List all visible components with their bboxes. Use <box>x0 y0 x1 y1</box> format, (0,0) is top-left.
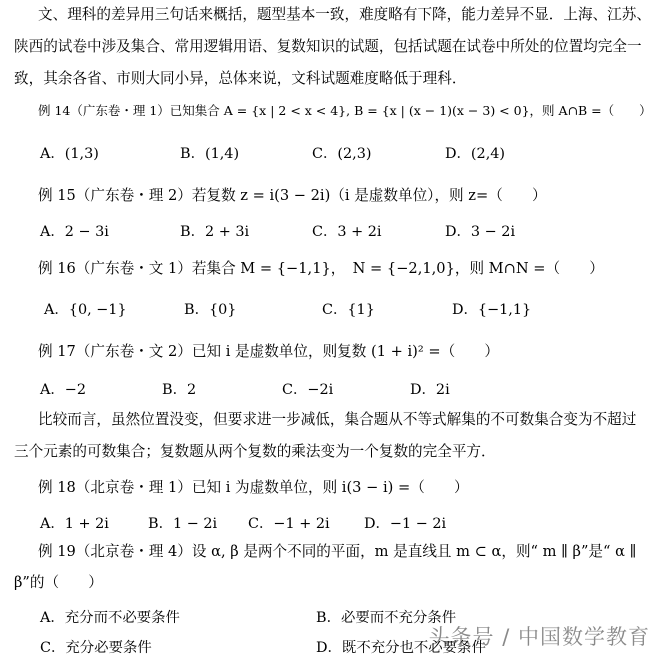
intro-line-1: 文、理科的差异用三句话来概括，题型基本一致，难度略有下降，能力差异不显．上海、江苏、 <box>38 6 651 23</box>
q14-stem: 例 14（广东卷・理 1）已知集合 A = {x | 2 < x < 4}, B = {x | (x − 1)(x − 3) < 0}，则 A∩B =（ ） <box>38 103 652 118</box>
q14-option-b: B．(1,4) <box>180 146 240 162</box>
q18-stem: 例 18（北京卷・理 1）已知 i 为虚数单位，则 i(3 − i) =（ ） <box>38 479 469 496</box>
q19-option-b: B．必要而不充分条件 <box>316 610 457 626</box>
q15-stem: 例 15（广东卷・理 2）若复数 z = i(3 − 2i)（i 是虚数单位），则 z=（ ） <box>38 187 547 204</box>
q14-option-a: A．(1,3) <box>40 146 99 162</box>
q18-option-d: D．−1 − 2i <box>364 516 447 532</box>
watermark-text: 头条号 / 中国数学教育 <box>428 625 650 649</box>
compare-line-1: 比较而言，虽然位置没变，但要求进一步减低，集合题从不等式解集的不可数集合变为不超过 <box>38 411 637 428</box>
q17-option-c: C．−2i <box>282 382 334 398</box>
q16-option-b: B．{0} <box>184 302 237 318</box>
q17-stem: 例 17（广东卷・文 2）已知 i 是虚数单位，则复数 (1 + i)² =（ ） <box>38 343 499 360</box>
q19-stem-line-1: 例 19（北京卷・理 4）设 α, β 是两个不同的平面，m 是直线且 m ⊂ α，则“ m ∥ β”是“ α ∥ <box>38 543 637 560</box>
q18-option-c: C．−1 + 2i <box>248 516 330 532</box>
intro-line-3: 致，其余各省、市则大同小异，总体来说，文科试题难度略低于理科． <box>14 70 467 87</box>
q19-option-a: A．充分而不必要条件 <box>40 610 180 626</box>
q16-option-d: D．{−1,1} <box>452 302 532 318</box>
q16-stem: 例 16（广东卷・文 1）若集合 M = {−1,1}， N = {−2,1,0}，则 M∩N =（ ） <box>38 260 604 277</box>
q19-option-d: D．既不充分也不必要条件 <box>316 640 486 656</box>
q14-option-c: C．(2,3) <box>312 146 372 162</box>
q15-option-b: B．2 + 3i <box>180 224 250 240</box>
q17-option-a: A．−2 <box>40 382 86 398</box>
compare-line-2: 三个元素的可数集合；复数题从两个复数的乘法变为一个复数的完全平方． <box>14 443 496 460</box>
q18-option-a: A．1 + 2i <box>40 516 109 532</box>
q19-stem-line-2: β”的（ ） <box>14 574 103 591</box>
q15-option-d: D．3 − 2i <box>445 224 516 240</box>
q14-option-d: D．(2,4) <box>445 146 506 162</box>
q19-option-c: C．充分必要条件 <box>40 640 152 656</box>
q16-option-a: A．{0, −1} <box>44 302 127 318</box>
q15-option-a: A．2 − 3i <box>40 224 109 240</box>
q15-option-c: C．3 + 2i <box>312 224 382 240</box>
q17-option-b: B．2 <box>162 382 197 398</box>
intro-line-2: 陕西的试卷中涉及集合、常用逻辑用语、复数知识的试题，包括试题在试卷中所处的位置均完全一 <box>14 38 642 55</box>
q18-option-b: B．1 − 2i <box>148 516 218 532</box>
q17-option-d: D．2i <box>410 382 450 398</box>
q16-option-c: C．{1} <box>322 302 375 318</box>
